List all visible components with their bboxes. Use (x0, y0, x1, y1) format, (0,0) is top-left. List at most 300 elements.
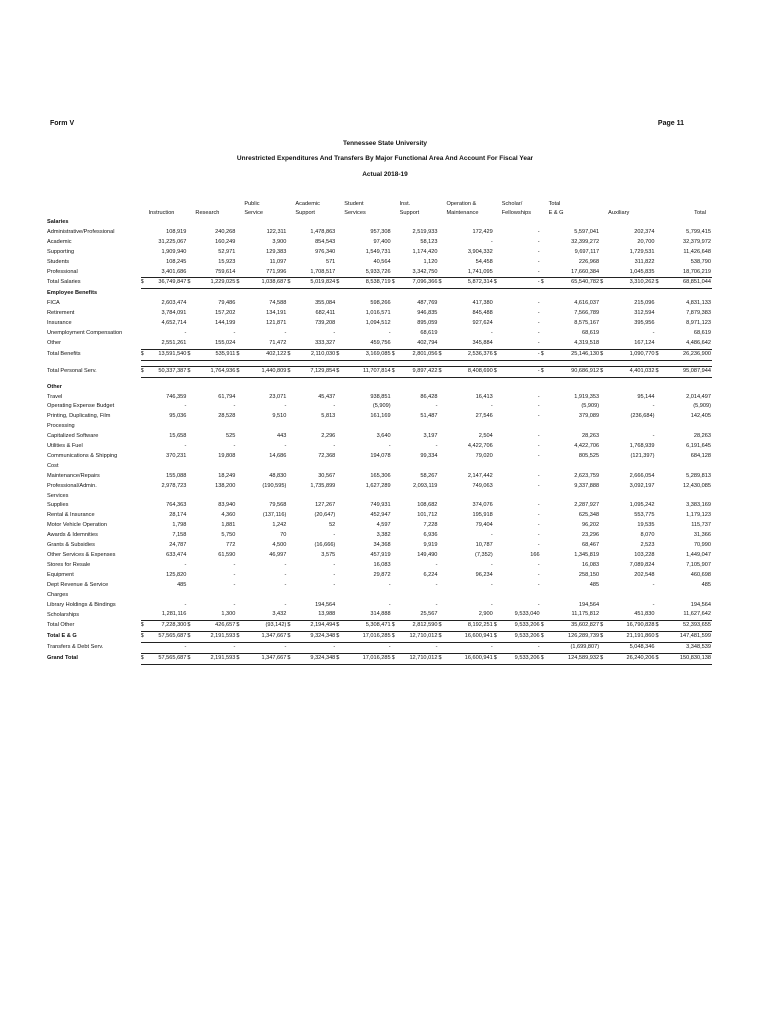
table-cell: 61,794 (218, 393, 236, 400)
table-cell: - (233, 601, 236, 608)
table-cell: (16,666) (314, 542, 336, 549)
table-row (47, 472, 712, 482)
table-cell: 485 (701, 581, 711, 588)
currency-sign: $ (438, 632, 442, 643)
table-cell: 160,249 (215, 238, 236, 245)
table-cell: 6,224 (423, 571, 438, 578)
table-cell (660, 462, 712, 472)
table-cell: 108,245 (166, 258, 187, 265)
row-label: Scholarships (47, 611, 80, 618)
row-label: Printing, Duplicating, Film (47, 413, 111, 420)
row-label: Dept Revenue & Service (47, 581, 109, 588)
table-cell: 122,311 (266, 228, 287, 235)
column-header-bottom: Instruction (148, 210, 175, 216)
table-cell (443, 422, 494, 432)
column-header-row-top (47, 200, 712, 209)
table-row (47, 228, 712, 238)
table-cell (241, 462, 288, 472)
table-cell: - (333, 561, 336, 568)
table-cell: 485 (177, 581, 187, 588)
table-cell: - (435, 644, 438, 651)
table-cell: 7,105,907 (686, 561, 711, 568)
table-cell: 31,366 (693, 532, 711, 539)
table-cell: 2,519,933 (412, 228, 438, 235)
table-cell: 9,919 (423, 542, 438, 549)
currency-sign: $ (236, 621, 240, 632)
expenditures-table (47, 200, 712, 665)
table-cell (660, 422, 712, 432)
table-cell: 50,337,387 (145, 366, 188, 377)
table-cell: - (233, 571, 236, 578)
table-cell: 32,399,272 (571, 238, 600, 245)
table-cell: 40,564 (373, 258, 391, 265)
row-label: Transfers & Debt Serv. (47, 644, 104, 651)
table-cell: 2,110,030 (292, 349, 337, 360)
table-cell: - (537, 329, 540, 336)
table-cell: 7,228,300 (145, 621, 188, 632)
table-cell: 3,342,750 (412, 268, 438, 275)
table-cell (660, 492, 712, 502)
table-cell: 167,124 (634, 339, 655, 346)
table-cell (292, 422, 337, 432)
table-cell: 9,533,040 (514, 611, 540, 618)
table-cell: 946,835 (417, 310, 438, 317)
table-row (47, 452, 712, 462)
table-cell: - (498, 349, 541, 360)
table-cell: 3,382 (376, 532, 391, 539)
table-cell: 3,401,686 (161, 268, 187, 275)
table-cell: 457,919 (370, 552, 391, 558)
table-cell: (190,595) (262, 482, 287, 489)
row-label: Professional (47, 268, 78, 275)
table-cell: 7,089,824 (629, 561, 655, 568)
table-cell: 23,296 (582, 532, 600, 539)
table-cell: 5,019,824 (292, 278, 337, 289)
currency-sign: $ (287, 621, 291, 632)
currency-sign: $ (141, 366, 145, 377)
table-cell: 2,504 (478, 433, 493, 440)
table-cell: (93,142) (241, 621, 288, 632)
currency-sign: $ (438, 654, 442, 665)
table-cell: 1,768,939 (629, 443, 655, 450)
table-cell: 155,024 (215, 339, 236, 346)
table-cell: - (537, 248, 540, 255)
table-cell: - (388, 644, 391, 651)
table-cell: 2,551,261 (161, 339, 187, 346)
table-cell: 9,533,206 (498, 621, 541, 632)
currency-sign: $ (336, 366, 340, 377)
table-cell: 5,308,471 (341, 621, 392, 632)
table-cell: 28,263 (582, 433, 600, 440)
table-cell: - (388, 443, 391, 450)
table-cell: 11,175,812 (571, 611, 600, 618)
table-cell: 1,345,819 (574, 552, 600, 558)
table-cell: 258,150 (578, 571, 600, 578)
table-cell: 1,627,289 (365, 482, 391, 489)
table-cell: 3,432 (272, 611, 287, 618)
table-cell: 127,267 (315, 502, 336, 509)
table-cell: 97,400 (373, 238, 391, 245)
table-cell: 103,228 (634, 552, 655, 558)
table-cell: 32,379,972 (683, 238, 711, 245)
column-header-top: Inst. (399, 201, 411, 207)
table-cell: 95,087,944 (660, 366, 712, 377)
table-cell: 452,947 (370, 512, 391, 519)
table-cell: 4,486,642 (686, 339, 711, 346)
currency-sign: $ (336, 349, 340, 360)
table-cell (341, 462, 392, 472)
currency-sign: $ (541, 632, 545, 643)
table-cell (545, 422, 600, 432)
table-cell: 4,360 (221, 512, 236, 519)
table-cell: 1,708,517 (310, 268, 336, 275)
table-cell: 4,319,518 (574, 339, 600, 346)
table-cell: 194,564 (315, 601, 336, 608)
currency-sign: $ (187, 632, 191, 643)
table-cell: 3,383,169 (686, 502, 711, 509)
table-row (47, 238, 712, 248)
table-cell: - (284, 601, 287, 608)
table-cell: 17,660,384 (571, 268, 600, 275)
table-cell: 957,308 (370, 228, 391, 235)
table-cell: - (388, 581, 391, 588)
table-cell: - (537, 532, 540, 539)
table-cell: - (388, 601, 391, 608)
currency-sign: $ (187, 654, 191, 665)
table-cell: 2,287,927 (574, 502, 600, 509)
table-cell: - (435, 601, 438, 608)
table-cell: 165,306 (370, 472, 391, 479)
column-header-top: Student (344, 201, 364, 207)
table-cell: 95,036 (169, 413, 187, 420)
table-cell: 149,490 (417, 552, 438, 558)
table-cell: 194,564 (578, 601, 600, 608)
row-label: Travel (47, 393, 63, 400)
table-cell (192, 492, 237, 502)
table-cell: 485 (589, 581, 600, 588)
currency-sign: $ (655, 654, 659, 665)
table-cell: (7,352) (475, 552, 493, 558)
currency-sign: $ (600, 366, 604, 377)
table-cell (498, 462, 541, 472)
table-cell: 124,589,932 (545, 654, 600, 665)
table-cell: - (284, 644, 287, 651)
currency-sign: $ (392, 632, 396, 643)
table-cell: 16,083 (582, 561, 600, 568)
table-cell: 333,327 (315, 339, 336, 346)
row-label: Unemployment Compensation (47, 329, 123, 336)
row-label: Services (47, 492, 69, 499)
table-cell: - (184, 561, 187, 568)
table-cell (145, 422, 188, 432)
table-cell (341, 492, 392, 502)
table-cell: 23,071 (269, 393, 287, 400)
currency-sign: $ (541, 278, 545, 289)
table-cell: 5,799,415 (686, 228, 711, 235)
row-label: Library Holdings & Bindings (47, 601, 116, 608)
table-cell: 7,228 (423, 522, 438, 529)
table-cell: 68,619 (420, 329, 438, 336)
table-cell: 1,179,123 (686, 512, 711, 519)
table-cell: 938,851 (370, 393, 391, 400)
table-cell: 2,523 (640, 542, 655, 549)
table-cell: 4,401,032 (604, 366, 655, 377)
table-cell: 147,481,599 (660, 632, 712, 643)
table-cell: 19,808 (218, 452, 236, 459)
table-cell: - (333, 644, 336, 651)
table-cell: - (435, 443, 438, 450)
currency-sign: $ (287, 278, 291, 289)
table-cell: 17,016,285 (341, 632, 392, 643)
table-cell: 1,038,687 (241, 278, 288, 289)
currency-sign: $ (287, 632, 291, 643)
table-cell: 682,411 (315, 310, 336, 317)
table-cell: - (184, 403, 187, 410)
table-cell: 54,458 (475, 258, 493, 265)
table-cell: 3,092,197 (629, 482, 655, 489)
row-label: Maintenance/Repairs (47, 472, 100, 479)
currency-sign: $ (392, 278, 396, 289)
table-cell (443, 462, 494, 472)
table-cell: - (490, 561, 493, 568)
table-row (47, 571, 712, 581)
table-cell: 2,603,474 (161, 300, 187, 307)
table-row (47, 521, 712, 531)
table-row (47, 258, 712, 268)
table-cell: 30,567 (318, 472, 336, 479)
currency-sign: $ (236, 654, 240, 665)
table-cell: 314,888 (370, 611, 391, 618)
table-cell: 226,968 (578, 258, 600, 265)
currency-sign: $ (141, 632, 145, 643)
table-cell: 5,933,726 (365, 268, 391, 275)
table-cell: 90,686,912 (545, 366, 600, 377)
table-row (47, 299, 712, 309)
table-cell: 4,831,133 (686, 300, 711, 307)
table-cell: 16,600,941 (443, 654, 494, 665)
table-cell: 27,546 (475, 413, 493, 420)
row-label: Processing (47, 423, 75, 430)
table-cell: 3,348,539 (686, 644, 711, 651)
currency-sign: $ (287, 366, 291, 377)
table-cell: 96,234 (475, 571, 493, 578)
table-cell (241, 492, 288, 502)
table-cell: 16,413 (475, 393, 493, 400)
table-row (47, 610, 712, 620)
table-cell: 52,393,655 (660, 621, 712, 632)
currency-sign: $ (287, 654, 291, 665)
table-row (47, 442, 712, 452)
currency-sign: $ (494, 654, 498, 665)
table-cell: 8,538,719 (341, 278, 392, 289)
row-label: Total Personal Serv. (47, 367, 97, 374)
row-label: Students (47, 258, 70, 265)
table-cell: - (652, 329, 655, 336)
table-cell: - (233, 329, 236, 336)
table-cell: 79,568 (269, 502, 287, 509)
page-number: Page 11 (657, 120, 684, 127)
currency-sign: $ (600, 278, 604, 289)
table-cell: 51,487 (420, 413, 438, 420)
table-cell: 746,359 (166, 393, 187, 400)
table-row (47, 422, 712, 432)
table-cell: 172,429 (472, 228, 493, 235)
table-cell (396, 492, 439, 502)
table-cell: - (284, 561, 287, 568)
table-cell: 126,289,739 (545, 632, 600, 643)
table-row (47, 541, 712, 551)
table-cell: 7,096,366 (396, 278, 439, 289)
table-cell: 1,094,512 (365, 320, 391, 327)
table-cell: 345,884 (472, 339, 493, 346)
table-cell: - (537, 561, 540, 568)
table-cell: 9,533,206 (498, 632, 541, 643)
table-cell: - (333, 581, 336, 588)
currency-sign: $ (392, 621, 396, 632)
table-cell (604, 492, 655, 502)
table-cell: 195,918 (472, 512, 493, 519)
currency-sign: $ (438, 278, 442, 289)
table-cell: 1,881 (221, 522, 236, 529)
table-cell: 8,575,167 (574, 320, 600, 327)
table-cell: 355,084 (315, 300, 336, 307)
table-cell: 1,045,835 (629, 268, 655, 275)
table-cell: - (537, 601, 540, 608)
currency-sign: $ (141, 621, 145, 632)
table-cell: 2,801,056 (396, 349, 439, 360)
table-cell: - (537, 339, 540, 346)
table-cell: 749,931 (370, 502, 391, 509)
table-cell: 459,756 (370, 339, 391, 346)
table-cell: - (537, 433, 540, 440)
table-cell: 28,528 (218, 413, 236, 420)
table-cell: 11,097 (269, 258, 287, 265)
table-cell: (20,647) (314, 512, 336, 519)
table-cell: - (490, 581, 493, 588)
table-cell: 5,597,041 (574, 228, 600, 235)
table-row (47, 643, 712, 654)
table-cell: 379,089 (578, 413, 600, 420)
table-cell: (5,909) (693, 403, 711, 410)
row-label: Grants & Subsidies (47, 542, 95, 549)
table-row (47, 531, 712, 541)
table-cell (498, 492, 541, 502)
row-label: Academic (47, 238, 72, 245)
table-cell: 1,090,770 (604, 349, 655, 360)
table-cell: 16,083 (373, 561, 391, 568)
row-label: Capitalized Software (47, 433, 99, 440)
table-cell: 1,741,095 (467, 268, 493, 275)
currency-sign: $ (336, 654, 340, 665)
table-cell: 16,600,941 (443, 632, 494, 643)
table-cell: 4,652,714 (161, 320, 187, 327)
table-cell: 4,500 (272, 542, 287, 549)
table-cell: 451,830 (634, 611, 655, 618)
table-cell: 79,404 (475, 522, 493, 529)
row-label: Cost (47, 462, 59, 469)
column-header-top: Academic (295, 201, 320, 207)
table-cell: - (490, 329, 493, 336)
column-header-top: Operation & (446, 201, 477, 207)
currency-sign: $ (494, 632, 498, 643)
table-row (47, 412, 712, 422)
currency-sign: $ (541, 654, 545, 665)
table-cell (341, 422, 392, 432)
table-cell: - (184, 443, 187, 450)
table-cell: - (537, 522, 540, 529)
column-header-bottom: Auxiliary (608, 210, 630, 216)
table-cell: 2,093,119 (412, 482, 438, 489)
table-cell (498, 591, 541, 601)
table-cell: 3,197 (423, 433, 438, 440)
table-cell: 157,202 (215, 310, 236, 317)
table-cell: - (184, 329, 187, 336)
table-cell: 1,735,899 (310, 482, 336, 489)
table-cell (241, 422, 288, 432)
table-cell: 9,510 (272, 413, 287, 420)
currency-sign: $ (187, 349, 191, 360)
currency-sign: $ (494, 621, 498, 632)
table-cell (145, 591, 188, 601)
row-label: Total Other (47, 622, 75, 629)
column-header-top: Public (244, 201, 260, 207)
section-label: Employee Benefits (47, 290, 98, 297)
table-cell: 3,310,262 (604, 278, 655, 289)
table-cell: - (435, 403, 438, 410)
table-cell (604, 591, 655, 601)
column-header-top: Total (548, 201, 561, 207)
table-cell: - (537, 482, 540, 489)
table-cell: 4,597 (376, 522, 391, 529)
table-cell: 79,486 (218, 300, 236, 307)
table-cell: 739,208 (315, 320, 336, 327)
row-label: Other Services & Expenses (47, 552, 116, 558)
table-cell: 5,872,314 (443, 278, 494, 289)
table-cell (443, 492, 494, 502)
table-cell: 26,240,206 (604, 654, 655, 665)
currency-sign: $ (236, 366, 240, 377)
table-row (47, 309, 712, 319)
report-title: Unrestricted Expenditures And Transfers By Major Functional Area And Account For Fiscal Year (236, 155, 534, 162)
table-cell: 13,591,540 (145, 349, 188, 360)
header-spacer (47, 200, 141, 209)
table-cell: 749,063 (472, 482, 493, 489)
currency-sign: $ (336, 621, 340, 632)
column-header-top: Scholar/ (501, 201, 523, 207)
table-cell: - (284, 329, 287, 336)
table-cell: 70,990 (693, 542, 711, 549)
table-cell: - (233, 561, 236, 568)
table-cell: - (652, 581, 655, 588)
table-cell: 13,988 (318, 611, 336, 618)
row-label: Supplies (47, 502, 69, 509)
table-cell: - (537, 581, 540, 588)
table-cell: - (388, 329, 391, 336)
row-label: Awards & Idemnities (47, 532, 98, 539)
table-cell (292, 591, 337, 601)
table-cell: 4,422,706 (574, 443, 600, 450)
currency-sign: $ (187, 278, 191, 289)
table-cell: 4,422,706 (467, 443, 493, 450)
currency-sign: $ (141, 278, 145, 289)
table-cell: 15,923 (218, 258, 236, 265)
table-cell: - (652, 403, 655, 410)
table-cell: - (537, 310, 540, 317)
table-cell: 1,095,242 (629, 502, 655, 509)
currency-sign: $ (600, 349, 604, 360)
column-header-bottom: Total (694, 210, 706, 216)
table-cell: 1,798 (172, 522, 187, 529)
